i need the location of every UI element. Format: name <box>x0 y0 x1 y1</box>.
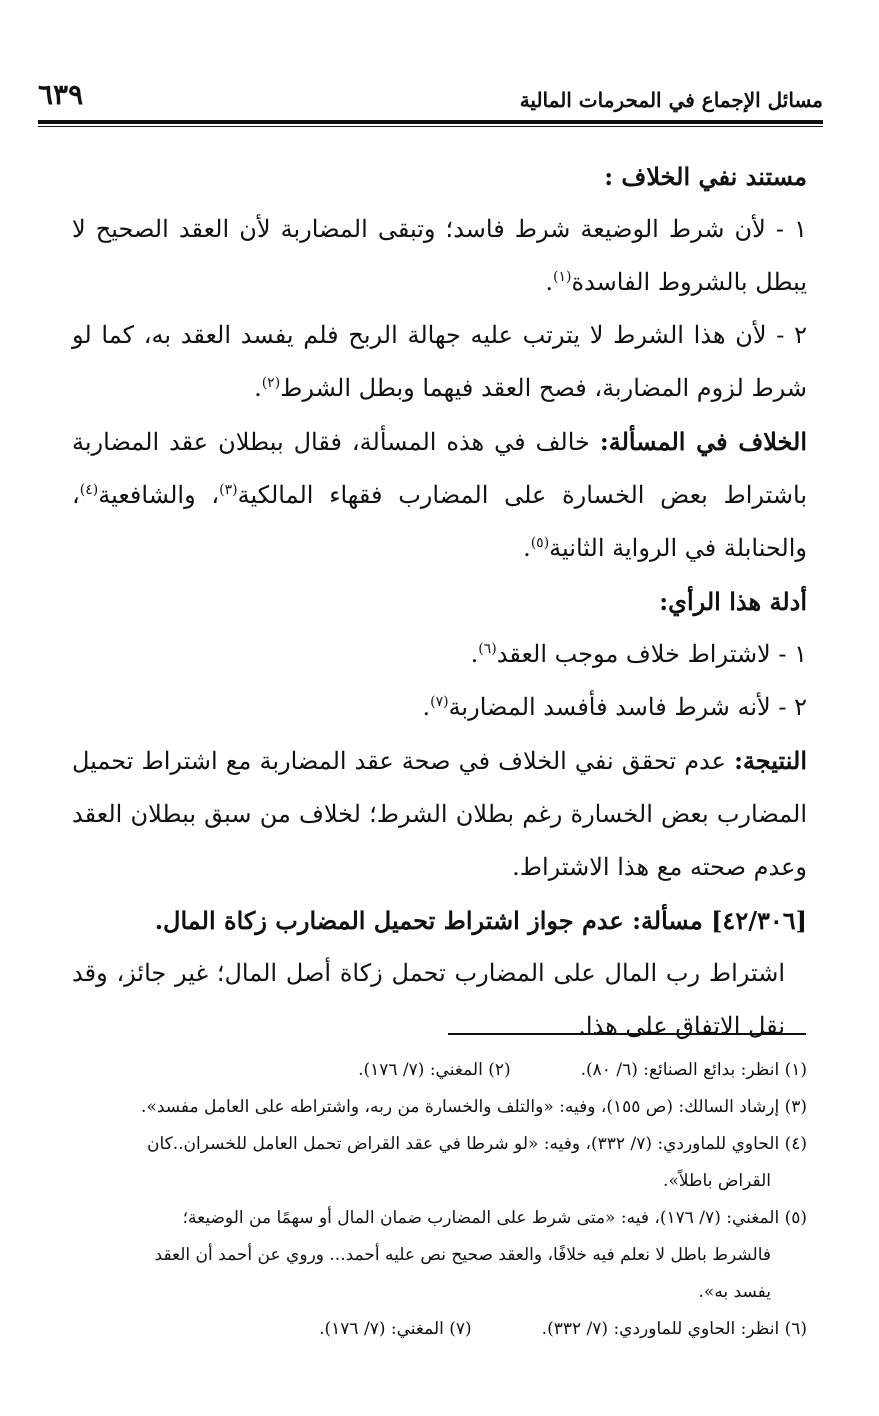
heading-basis: مستند نفي الخلاف : <box>604 162 807 191</box>
footnote-row-1-2 <box>72 1052 807 1089</box>
paragraph-result <box>72 734 807 894</box>
footnote-3: (٣) إرشاد السالك: (ص ١٥٥)، وفيه: «والتلف والخسارة من ربه، واشتراطه على العامل مفسد». <box>141 1097 807 1117</box>
paragraph-final: اشتراط رب المال على المضارب تحمل زكاة أصل المال؛ غير جائز، وقد نقل الاتفاق على هذا. <box>72 959 786 1040</box>
footnote-5-continued-2: يفسد به». <box>698 1282 771 1302</box>
footnote-4-continued: القراض باطلاً». <box>663 1171 771 1191</box>
issue-title: مسألة: عدم جواز اشتراط تحميل المضارب زكاة المال. <box>154 906 703 935</box>
footnote-5: (٥) المغني: (٧/ ١٧٦)، فيه: «متى شرط على المضارب ضمان المال أو سهمًا من الوضيعة؛ <box>182 1208 807 1228</box>
result-text: عدم تحقق نفي الخلاف في صحة عقد المضاربة مع اشتراط تحميل المضارب بعض الخسارة رغم بطلان الشرط؛ لخلاف من سبق ببطلان العقد وعدم صحته مع هذا الاشتراط. <box>72 747 807 881</box>
paragraph-evidence-1: ١ - لاشتراط خلاف موجب العقد$^{(٦)}$. <box>470 640 807 668</box>
page-number: ٦٣٩ <box>38 78 84 111</box>
issue-heading <box>72 894 807 947</box>
reason-1-text: ١ - لأن شرط الوضيعة شرط فاسد؛ وتبقى المضاربة لأن العقد الصحيح لا يبطل بالشروط الفاسدة <box>72 215 807 296</box>
paragraph-reason-2: ٢ - لأن هذا الشرط لا يترتب عليه جهالة الربح فلم يفسد العقد به، كما لو شرط لزوم المضاربة، فصح العقد فيهما وبطل الشرط$^{(٢)}$. <box>72 321 807 402</box>
dispute-text-c: ، والحنابلة في الرواية الثانية <box>72 481 807 562</box>
footnote-1: (١) انظر: بدائع الصنائع: (٦/ ٨٠). <box>580 1060 807 1080</box>
paragraph-dispute: الخلاف في المسألة: خالف في هذه المسألة، فقال ببطلان عقد المضاربة باشتراط بعض الخسارة على المضارب فقهاء المالكية$^{(٣)}$، والشافعية$^{(٤)}$، والحنابلة في الرواية الثانية$^{(٥)}$. <box>72 427 808 562</box>
reason-2-text: ٢ - لأن هذا الشرط لا يترتب عليه جهالة الربح فلم يفسد العقد به، كما لو شرط لزوم المضاربة، فصح العقد فيهما وبطل الشرط <box>72 321 807 402</box>
dispute-text-a: خالف في هذه المسألة، فقال ببطلان عقد المضاربة باشتراط بعض الخسارة على المضارب فقهاء المالكية <box>72 428 808 509</box>
paragraph-evidence-2: ٢ - لأنه شرط فاسد فأفسد المضاربة$^{(٧)}$. <box>422 693 807 721</box>
footnote-7: (٧) المغني: (٧/ ١٧٦). <box>319 1319 472 1339</box>
footnote-row-6-7 <box>72 1311 807 1348</box>
footnotes <box>72 1052 807 1348</box>
header-rule-thin <box>38 126 823 127</box>
footnote-4: (٤) الحاوي للماوردي: (٧/ ٣٣٢)، وفيه: «لو شرطا في عقد القراض تحمل العامل للخسران..كان <box>146 1134 807 1154</box>
running-title: مسائل الإجماع في المحرمات المالية <box>519 88 823 112</box>
header-rule <box>38 120 823 124</box>
page-header <box>38 72 823 122</box>
paragraph-reason-1: ١ - لأن شرط الوضيعة شرط فاسد؛ وتبقى المضاربة لأن العقد الصحيح لا يبطل بالشروط الفاسدة$^{(١)}$. <box>72 215 807 296</box>
footnote-ref-4[interactable]: (٤) <box>79 482 99 498</box>
footnote-separator <box>448 1033 806 1035</box>
footnote-5-continued-1: فالشرط باطل لا نعلم فيه خلافًا، والعقد صحيح نص عليه أحمد... وروي عن أحمد أن العقد <box>154 1245 771 1265</box>
footnote-ref-5[interactable]: (٥) <box>530 535 550 551</box>
main-text <box>72 150 807 1053</box>
footnote-ref-7[interactable]: (٧) <box>430 694 449 710</box>
footnote-ref-2[interactable]: (٢) <box>261 375 281 391</box>
footnote-ref-3[interactable]: (٣) <box>219 482 238 498</box>
heading-evidence: أدلة هذا الرأي: <box>659 587 807 616</box>
issue-number: [٤٢/٣٠٦] <box>711 906 807 935</box>
evidence-2-text: ٢ - لأنه شرط فاسد فأفسد المضاربة <box>448 693 807 721</box>
evidence-1-text: ١ - لاشتراط خلاف موجب العقد <box>496 640 807 668</box>
footnote-ref-1[interactable]: (١) <box>553 269 572 285</box>
dispute-label: الخلاف في المسألة: <box>599 427 807 456</box>
footnote-6: (٦) انظر: الحاوي للماوردي: (٧/ ٣٣٢). <box>541 1319 807 1339</box>
dispute-text-b: ، والشافعية <box>98 481 220 509</box>
result-label: النتيجة: <box>734 746 807 775</box>
footnote-2: (٢) المغني: (٧/ ١٧٦). <box>358 1060 511 1080</box>
footnote-ref-6[interactable]: (٦) <box>478 641 497 657</box>
